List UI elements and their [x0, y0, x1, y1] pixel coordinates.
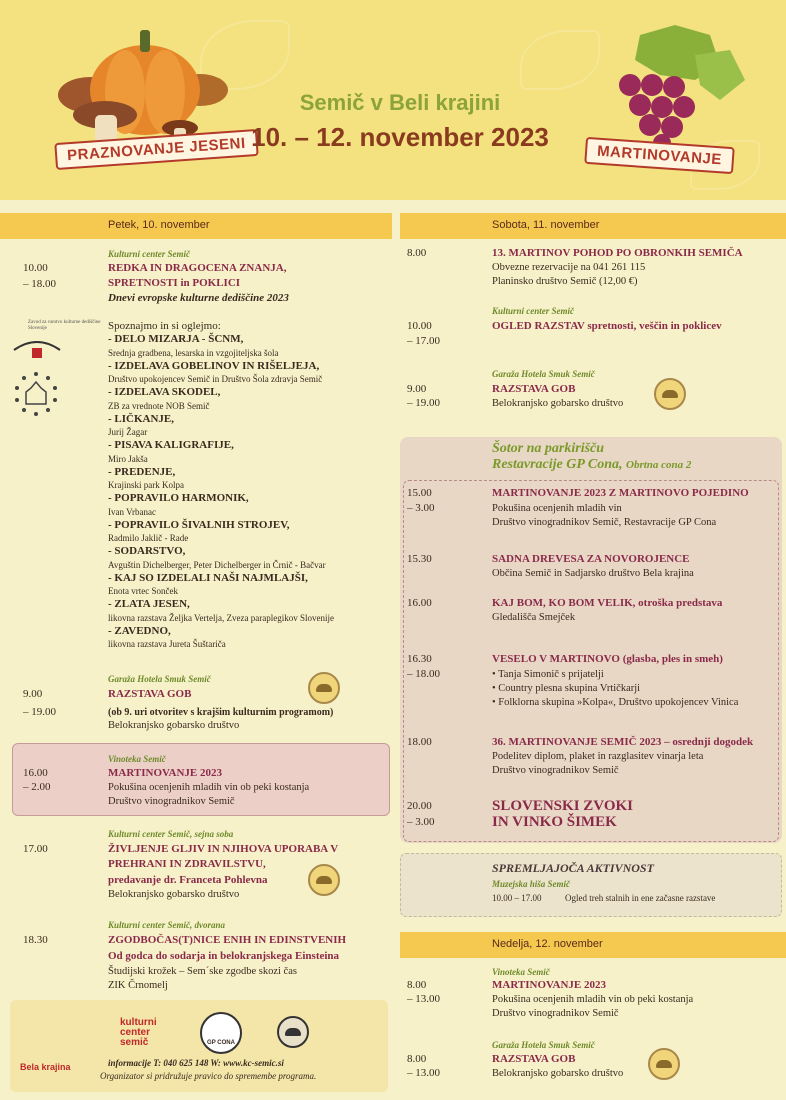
event-location: Garaža Hotela Smuk Semič: [108, 674, 211, 684]
craft-item-presenter: likovna razstava Željka Vertelja, Zveza paraplegikov Slovenije: [108, 612, 334, 623]
kc-semic-logo: kulturni center semič: [120, 1017, 157, 1048]
event-location: Garaža Hotela Smuk Semič: [492, 1040, 595, 1050]
event-organizer: Gledališča Smejček: [492, 612, 576, 623]
event-organizer: Belokranjsko gobarsko društvo: [108, 889, 240, 900]
event-time-start: 18.00: [407, 736, 432, 748]
craft-item-title: - IZDELAVA SKODEL,: [108, 386, 221, 398]
event-title: RAZSTAVA GOB: [492, 1053, 576, 1065]
event-organizer: Planinsko društvo Semič (12,00 €): [492, 276, 638, 287]
event-title: predavanje dr. Franceta Pohlevna: [108, 874, 268, 886]
mushroom-society-seal: [648, 1048, 680, 1080]
event-organizer: Društvo vinogradnikov Semič, Restavracije GP Cona: [492, 517, 717, 528]
craft-item-title: - LIČKANJE,: [108, 412, 175, 425]
event-time-end: – 18.00: [407, 668, 440, 680]
event-location: Kulturni center Semič: [492, 306, 575, 316]
list-item: • Tanja Simonič s prijatelji: [492, 669, 604, 680]
event-title: SPRETNOSTI in POKLICI: [108, 277, 241, 289]
craft-item-presenter: Miro Jakša: [108, 453, 148, 464]
event-desc: Študijski krožek – Sem´ske zgodbe skozi čas: [108, 966, 297, 977]
event-time-start: 8.00: [407, 979, 427, 991]
craft-item-title: - POPRAVILO HARMONIK,: [108, 492, 249, 504]
mushroom-society-logo: [277, 1016, 309, 1048]
tent-title: Šotor na parkirišču: [492, 441, 605, 456]
page-title: Semič v Beli krajini: [299, 90, 501, 115]
event-time-end: – 19.00: [23, 706, 56, 718]
event-organizer: ZIK Črnomelj: [108, 980, 168, 991]
event-time: 10.00 – 17.00: [492, 893, 542, 903]
craft-item-presenter: Radmilo Jaklič - Rade: [108, 533, 189, 543]
event-title: RAZSTAVA GOB: [108, 688, 192, 700]
event-subtitle: Dnevi evropske kulturne dediščine 2023: [108, 292, 289, 304]
event-time-end: – 3.00: [407, 502, 435, 514]
event-time-end: – 2.00: [23, 781, 51, 793]
event-title: KAJ BOM, KO BOM VELIK, otroška predstava: [492, 597, 723, 609]
event-time-start: 9.00: [23, 688, 43, 700]
craft-item-title: - ZLATA JESEN,: [108, 598, 190, 610]
event-organizer: Belokranjsko gobarsko društvo: [108, 720, 240, 731]
eu-heritage-logo: [12, 370, 60, 418]
pumpkin-mushroom-illustration: [50, 20, 230, 150]
event-time-end: – 13.00: [407, 993, 440, 1005]
craft-item-presenter: likovna razstava Jureta Šuštariča: [108, 639, 226, 649]
mushroom-society-seal: [308, 672, 340, 704]
event-location: Vinoteka Semič: [108, 754, 166, 764]
event-location: Kulturni center Semič: [108, 249, 191, 259]
event-title: MARTINOVANJE 2023: [108, 767, 223, 779]
event-desc: Ogled treh stalnih in ene začasne razstave: [565, 893, 716, 903]
event-desc: Pokušina ocenjenih mladih vin: [492, 503, 622, 514]
event-time-start: 8.00: [407, 247, 427, 259]
event-time-start: 17.00: [23, 843, 48, 855]
event-time-start: 16.00: [407, 597, 432, 609]
event-location: Garaža Hotela Smuk Semič: [492, 369, 595, 379]
gp-cona-logo: GP CONA: [200, 1012, 242, 1054]
heritage-logo-caption: Zavod za varstvo kulturne dediščine Slovenije: [28, 320, 101, 331]
event-intro: Spoznajmo in si oglejmo:: [108, 320, 221, 332]
event-time-end: – 17.00: [407, 335, 440, 347]
event-location: Kulturni center Semič, dvorana: [108, 920, 226, 930]
event-title: IN VINKO ŠIMEK: [492, 814, 617, 830]
event-title: MARTINOVANJE 2023: [492, 979, 607, 991]
grapes-illustration: [600, 25, 750, 145]
craft-item-title: - POPRAVILO ŠIVALNIH STROJEV,: [108, 518, 290, 531]
event-time-start: 8.00: [407, 1053, 427, 1065]
event-title: MARTINOVANJE 2023 Z MARTINOVO POJEDINO: [492, 487, 749, 499]
craft-item-title: - DELO MIZARJA - ŠCNM,: [108, 333, 244, 345]
event-desc: Pokušina ocenjenih mladih vin ob peki kostanja: [492, 994, 694, 1005]
craft-item-presenter: Krajinski park Kolpa: [108, 480, 184, 490]
craft-item-title: - IZDELAVA GOBELINOV IN RIŠELJEJA,: [108, 359, 320, 372]
craft-item-title: - SODARSTVO,: [108, 545, 186, 557]
craft-item-title: - PISAVA KALIGRAFIJE,: [108, 439, 234, 451]
badge-praznovanje: PRAZNOVANJE JESENI: [54, 129, 258, 170]
event-time-start: 20.00: [407, 800, 432, 812]
event-time-start: 16.30: [407, 653, 432, 665]
event-time-start: 10.00: [407, 320, 432, 332]
event-title: 36. MARTINOVANJE SEMIČ 2023 – osrednji dogodek: [492, 736, 754, 748]
event-time-start: 15.30: [407, 553, 432, 565]
craft-item-presenter: Srednja gradbena, lesarska in vzgojiteljska šola: [108, 347, 279, 358]
event-title: ZGODBOČAS(T)NICE ENIH IN EDINSTVENIH: [108, 934, 347, 946]
day-header-sunday: Nedelja, 12. november: [400, 932, 786, 958]
event-title: REDKA IN DRAGOCENA ZNANJA,: [108, 262, 287, 274]
event-desc: Obvezne rezervacije na 041 261 115: [492, 262, 646, 273]
event-organizer: Društvo vinogradnikov Semič: [492, 1008, 619, 1019]
tent-title: Restavracije GP Cona, Obrtna cona 2: [492, 457, 692, 472]
event-time-start: 9.00: [407, 383, 427, 395]
event-location: Vinoteka Semič: [492, 967, 550, 977]
event-time-end: – 18.00: [23, 278, 56, 290]
heritage-logo: [12, 334, 62, 360]
day-header-saturday: Sobota, 11. november: [400, 213, 786, 239]
event-time-start: 10.00: [23, 262, 48, 274]
event-time-end: – 3.00: [407, 816, 435, 828]
event-time-start: 16.00: [23, 767, 48, 779]
event-organizer: Belokranjsko gobarsko društvo: [492, 398, 624, 409]
event-location: Muzejska hiša Semič: [492, 879, 571, 889]
mushroom-society-seal: [654, 378, 686, 410]
mushroom-society-seal: [308, 864, 340, 896]
event-title: RAZSTAVA GOB: [492, 383, 576, 395]
event-organizer: Občina Semič in Sadjarsko društvo Bela krajina: [492, 568, 694, 579]
event-title: OGLED RAZSTAV spretnosti, veščin in poklicev: [492, 320, 722, 332]
craft-item-title: - PREDENJE,: [108, 465, 176, 478]
event-title: 13. MARTINOV POHOD PO OBRONKIH SEMIČA: [492, 247, 743, 259]
craft-item-presenter: Enota vrtec Sonček: [108, 586, 178, 596]
craft-item-title: - KAJ SO IZDELALI NAŠI NAJMLAJŠI,: [108, 571, 308, 584]
event-location: Kulturni center Semič, sejna soba: [108, 829, 234, 839]
footer-info: informacije T: 040 625 148 W: www.kc-semic.si: [108, 1058, 284, 1068]
event-time-start: 18.30: [23, 934, 48, 946]
event-note: (ob 9. uri otvoritev s krajšim kulturnim programom): [108, 707, 334, 718]
event-organizer: Društvo vinogradnikov Semič: [108, 796, 235, 807]
event-organizer: Društvo vinogradnikov Semič: [492, 765, 619, 776]
event-subtitle: Od godca do sodarja in belokranjskega Einsteina: [108, 950, 340, 962]
day-header-friday: Petek, 10. november: [0, 213, 392, 239]
header-banner: [0, 0, 786, 200]
event-time-end: – 19.00: [407, 397, 440, 409]
list-item: • Country plesna skupina Vrtičkarji: [492, 683, 641, 694]
craft-item-presenter: Društvo upokojencev Semič in Društvo Šola zdravja Semič: [108, 374, 323, 384]
event-title: SADNA DREVESA ZA NOVOROJENCE: [492, 553, 690, 565]
leaf-decoration: [520, 30, 600, 90]
side-activity-title: SPREMLJAJOČA AKTIVNOST: [492, 861, 654, 875]
event-time-start: 15.00: [407, 487, 432, 499]
event-title: VESELO V MARTINOVO (glasba, ples in smeh): [492, 653, 723, 665]
craft-item-presenter: ZB za vrednote NOB Semič: [108, 400, 210, 411]
footer-note: Organizator si pridružuje pravico do spremembe programa.: [100, 1071, 317, 1081]
event-title: SLOVENSKI ZVOKI: [492, 798, 633, 814]
page-dates: 10. – 12. november 2023: [251, 122, 549, 152]
list-item: • Folklorna skupina »Kolpa«, Društvo upokojencev Vinica: [492, 697, 739, 708]
craft-item-presenter: Jurij Žagar: [108, 427, 148, 437]
craft-item-presenter: Ivan Vrbanac: [108, 506, 157, 517]
craft-list: [108, 333, 388, 651]
event-organizer: Belokranjsko gobarsko društvo: [492, 1068, 624, 1079]
event-title: PREHRANI IN ZDRAVILSTVU,: [108, 858, 266, 870]
craft-item-title: - ZAVEDNO,: [108, 624, 171, 637]
event-desc: Pokušina ocenjenih mladih vin ob peki kostanja: [108, 782, 310, 793]
craft-item-presenter: Avguštin Dichelberger, Peter Dichelberger in Črnič - Bačvar: [108, 559, 326, 570]
badge-martinovanje: MARTINOVANJE: [584, 137, 734, 174]
bela-krajina-logo: Bela krajina: [20, 1062, 71, 1072]
event-desc: Podelitev diplom, plaket in razglasitev vinarja leta: [492, 751, 704, 762]
event-time-end: – 13.00: [407, 1067, 440, 1079]
event-title: ŽIVLJENJE GLJIV IN NJIHOVA UPORABA V: [108, 843, 339, 855]
